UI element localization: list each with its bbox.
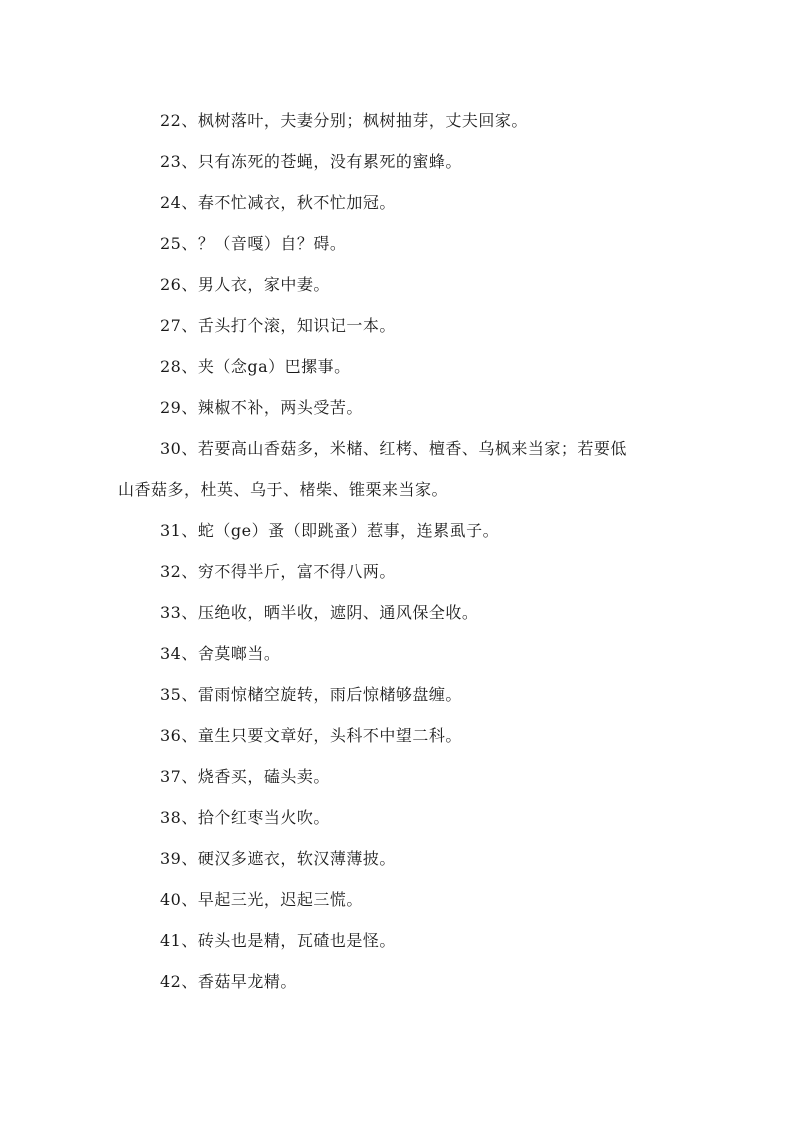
proverb-39: 39、硬汉多遮衣，软汉薄薄披。 — [160, 849, 396, 868]
proverb-41: 41、砖头也是精，瓦碴也是怪。 — [160, 931, 396, 950]
proverb-30-line-1: 30、若要高山香菇多，米槠、红栲、檀香、乌枫来当家；若要低 — [160, 439, 627, 458]
proverb-30-line-2: 山香菇多，杜英、乌于、楮柴、锥栗来当家。 — [118, 480, 449, 499]
document-body — [118, 100, 678, 1002]
proverb-28: 28、夹（念ga）巴摞事。 — [160, 357, 351, 376]
proverb-29: 29、辣椒不补，两头受苦。 — [160, 398, 363, 417]
proverb-25: 25、？（音嘎）自？碍。 — [160, 234, 347, 253]
proverb-26: 26、男人衣，家中妻。 — [160, 275, 330, 294]
proverb-27: 27、舌头打个滚，知识记一本。 — [160, 316, 396, 335]
proverb-42: 42、香菇早龙精。 — [160, 972, 297, 991]
proverb-24: 24、春不忙减衣，秋不忙加冠。 — [160, 193, 396, 212]
proverb-22: 22、枫树落叶，夫妻分别；枫树抽芽，丈夫回家。 — [160, 111, 528, 130]
proverb-37: 37、烧香买，磕头卖。 — [160, 767, 330, 786]
proverb-32: 32、穷不得半斤，富不得八两。 — [160, 562, 396, 581]
proverb-35: 35、雷雨惊槠空旋转，雨后惊槠够盘缠。 — [160, 685, 462, 704]
proverb-36: 36、童生只要文章好，头科不中望二科。 — [160, 726, 462, 745]
proverb-33: 33、压绝收，晒半收，遮阴、通风保全收。 — [160, 603, 479, 622]
proverb-40: 40、早起三光，迟起三慌。 — [160, 890, 363, 909]
proverb-34: 34、舍莫啷当。 — [160, 644, 281, 663]
proverb-23: 23、只有冻死的苍蝇，没有累死的蜜蜂。 — [160, 152, 462, 171]
proverb-38: 38、拾个红枣当火吹。 — [160, 808, 330, 827]
proverb-31: 31、蛇（ge）蚤（即跳蚤）惹事，连累虱子。 — [160, 521, 500, 540]
